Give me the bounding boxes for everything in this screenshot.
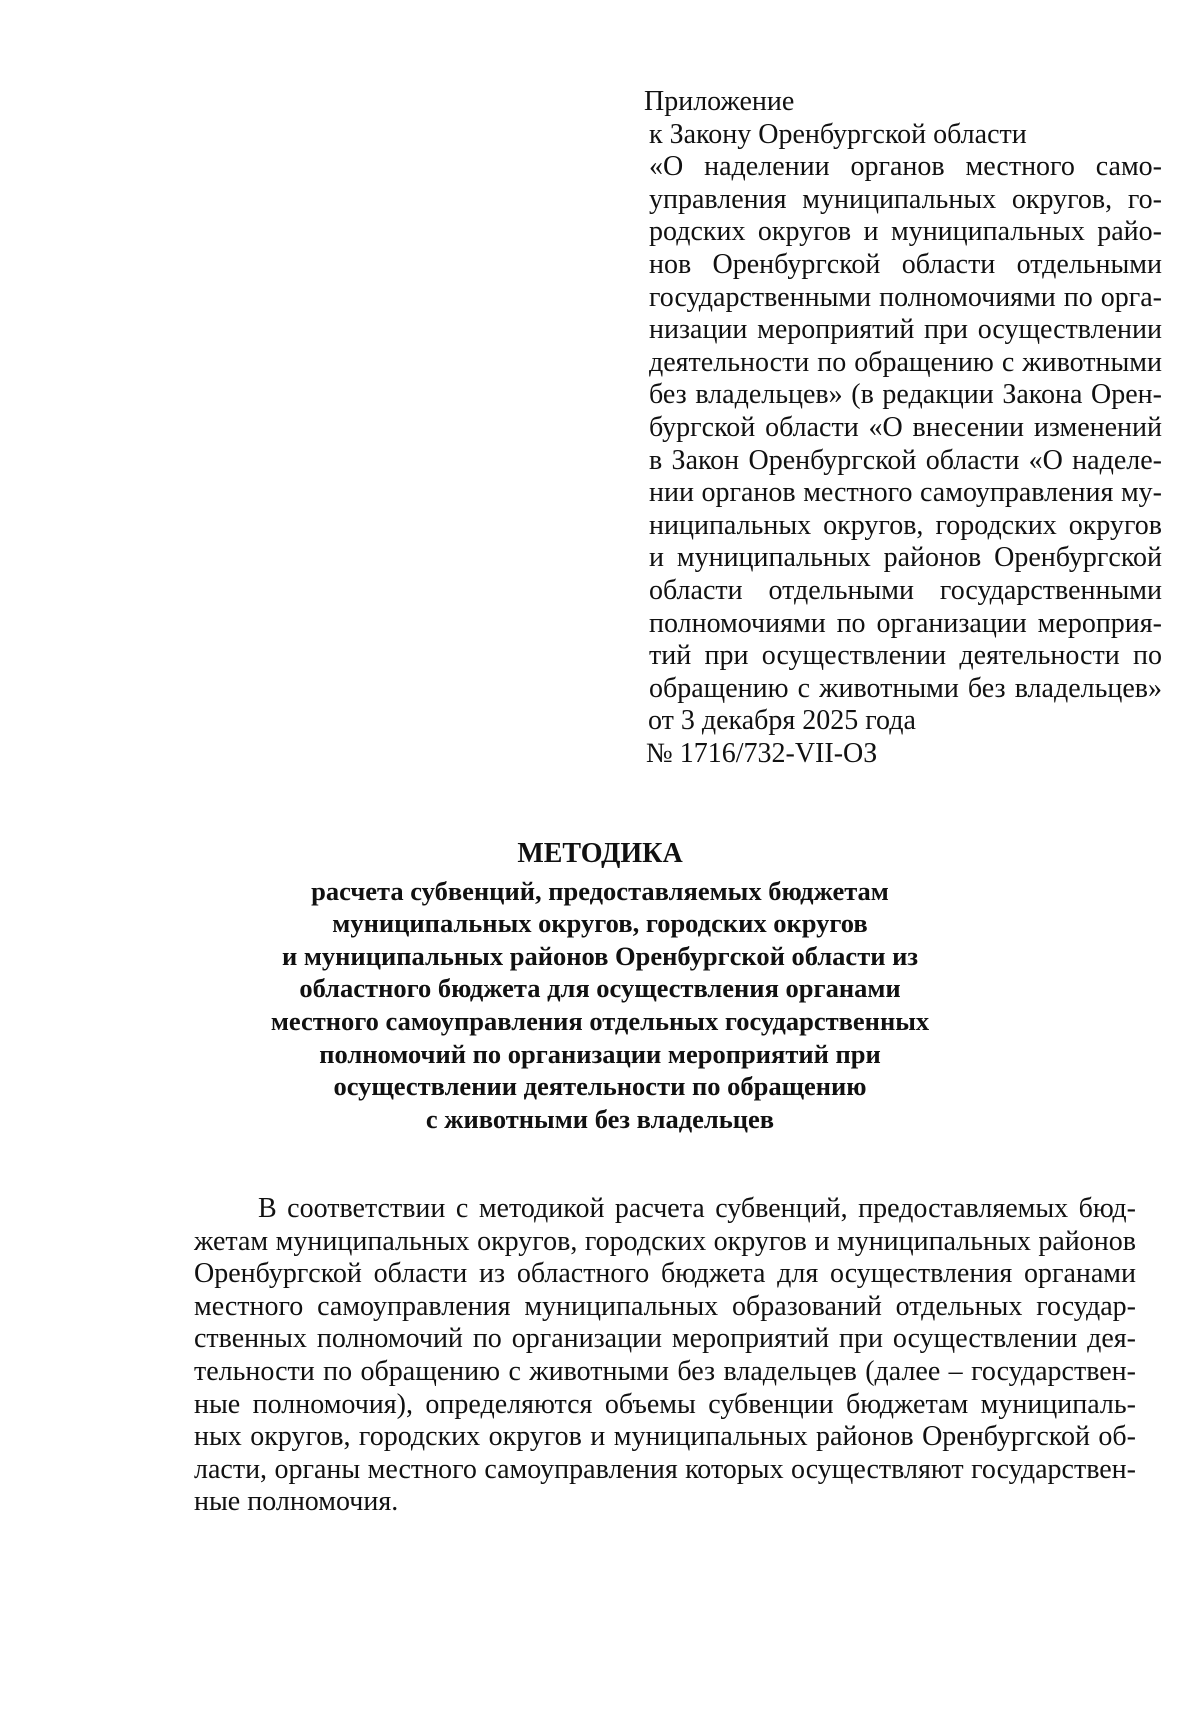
body-line: тельности по обращению с животными без владельцев (далее – государствен- — [194, 1355, 1136, 1387]
appendix-line: деятельности по обращению с животными — [649, 346, 1162, 378]
appendix-line: ниципальных округов, городских округов — [649, 509, 1162, 541]
title-line: осуществлении деятельности по обращению — [333, 1071, 867, 1102]
body-line: Оренбургской области из областного бюджета для осуществления органами — [194, 1258, 1136, 1290]
appendix-block — [644, 86, 1162, 770]
title-heading: МЕТОДИКА — [517, 838, 683, 869]
body-paragraph — [194, 1193, 1136, 1519]
appendix-line: области отдельными государственными — [649, 574, 1162, 606]
title-line: полномочий по организации мероприятий при — [319, 1038, 881, 1069]
appendix-line: и муниципальных районов Оренбургской — [649, 542, 1162, 574]
appendix-line: управления муниципальных округов, го- — [649, 183, 1162, 215]
body-line: местного самоуправления муниципальных образований отдельных государ- — [194, 1290, 1136, 1322]
appendix-number: № 1716/732-VII-ОЗ — [646, 737, 878, 769]
appendix-line: низации мероприятий при осуществлении — [649, 314, 1162, 346]
body-line: ных округов, городских округов и муниципальных районов Оренбургской об- — [194, 1421, 1136, 1453]
appendix-line: Приложение — [644, 86, 795, 117]
appendix-line: полномочиями по организации мероприя- — [649, 607, 1162, 639]
body-line: ные полномочия. — [194, 1486, 399, 1518]
title-line: расчета субвенций, предоставляемых бюджетам — [311, 875, 889, 906]
appendix-line: государственными полномочиями по орга- — [649, 281, 1162, 313]
body-line: жетам муниципальных округов, городских округов и муниципальных районов — [194, 1225, 1136, 1257]
body-line: ственных полномочий по организации мероприятий при осуществлении дея- — [194, 1323, 1136, 1355]
appendix-line: бургской области «О внесении изменений — [649, 411, 1162, 443]
body-line: ные полномочия), определяются объемы субвенции бюджетам муниципаль- — [194, 1388, 1136, 1420]
appendix-line: нии органов местного самоуправления му- — [649, 477, 1162, 509]
title-line: областного бюджета для осуществления органами — [299, 973, 901, 1004]
title-line: и муниципальных районов Оренбургской области из — [281, 940, 919, 971]
appendix-line: без владельцев» (в редакции Закона Орен- — [649, 379, 1162, 411]
appendix-line: родских округов и муниципальных райо- — [649, 216, 1162, 248]
appendix-line: «О наделении органов местного само- — [649, 151, 1162, 183]
title-line: местного самоуправления отдельных государственных — [270, 1005, 930, 1036]
appendix-line: тий при осуществлении деятельности по — [649, 640, 1162, 672]
appendix-line: в Закон Оренбургской области «О наделе- — [649, 444, 1162, 476]
appendix-date: от 3 декабря 2025 года — [648, 705, 916, 737]
appendix-line: нов Оренбургской области отдельными — [649, 248, 1162, 280]
appendix-line: к Закону Оренбургской области — [649, 118, 1027, 150]
title-line: с животными без владельцев — [425, 1103, 775, 1134]
document-title — [100, 838, 1100, 1135]
body-line: ласти, органы местного самоуправления которых осуществляют государствен- — [194, 1453, 1136, 1485]
body-line: В соответствии с методикой расчета субвенций, предоставляемых бюд- — [258, 1193, 1136, 1224]
appendix-line: обращению с животными без владельцев» — [649, 672, 1162, 704]
title-line: муниципальных округов, городских округов — [332, 908, 868, 939]
